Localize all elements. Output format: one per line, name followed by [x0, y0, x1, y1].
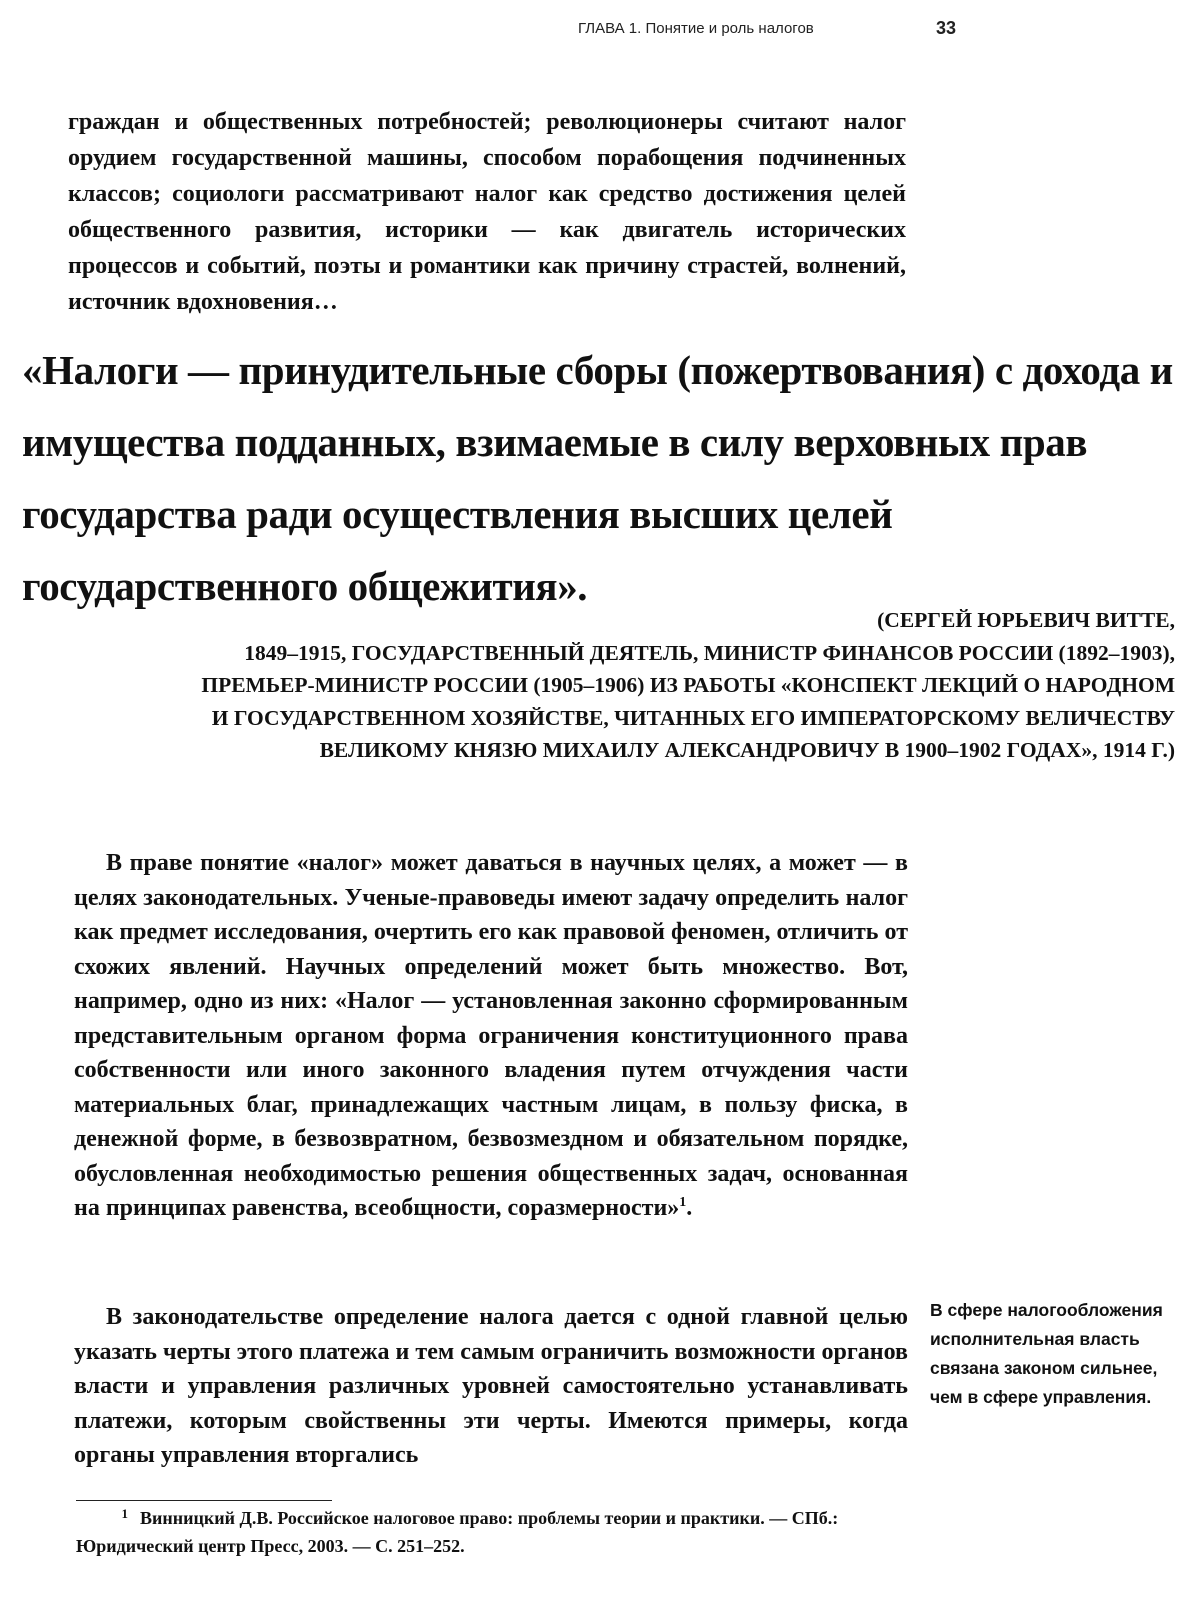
page-number: 33 — [936, 18, 957, 38]
footnote-text: Винницкий Д.В. Российское налоговое право: проблемы теории и практики. — СПб.: Юридический центр Пресс, 2003. — С. 251–252. — [76, 1508, 839, 1556]
body-paragraph: В законодательстве определение налога дается с одной главной целью указать черты этого платежа и тем самым ограничить возможности органов власти и управления различных уровней самостоятельно устанавливать платежи, которым свойственны эти черты. Имеются примеры, когда органы управления вторгались — [74, 1304, 908, 1468]
attribution-line: ПРЕМЬЕР-МИНИСТР РОССИИ (1905–1906) ИЗ РАБОТЫ «КОНСПЕКТ ЛЕКЦИЙ О НАРОДНОМ — [201, 673, 1175, 697]
intro-paragraph: граждан и общественных потребностей; революционеры считают налог орудием государственной машины, способом порабощения подчиненных классов; социологи рассматривают налог как средство достижения целей общественного развития, историки — как двигатель исторических процессов и событий, поэты и романтики как причину страстей, волнений, источник вдохновения… — [68, 109, 906, 315]
attribution-line: ВЕЛИКОМУ КНЯЗЮ МИХАИЛУ АЛЕКСАНДРОВИЧУ В 1900–1902 ГОДАХ», 1914 Г.) — [319, 738, 1175, 762]
margin-note: В сфере налогообложения исполнительная власть связана законом сильнее, чем в сфере управления. — [930, 1300, 1163, 1407]
body-paragraph — [74, 846, 908, 1226]
footnote-marker: 1 — [121, 1506, 128, 1521]
quote-attribution — [35, 604, 1175, 767]
footnote-divider — [76, 1500, 332, 1501]
paragraph-text: В праве понятие «налог» может даваться в научных целях, а может — в целях законодательных. Ученые-правоведы имеют задачу определить налог как предмет исследования, очертить его как правовой феномен, отличить от схожих явлений. Научных определений может быть множество. Вот, например, одно из них: «Налог — установленная законно сформированным представительным органом форма ограничения конституционного права собственности или иного законного владения путем отчуждения части материальных благ, принадлежащих частным лицам, в пользу фиска, в денежной форме, в безвозвратном, безвозмездном и обязательном порядке, обусловленная необходимостью решения общественных задач, основанная на принципах равенства, всеобщности, соразмерности» — [74, 850, 908, 1221]
paragraph-end: . — [686, 1195, 693, 1221]
running-header: ГЛАВА 1. Понятие и роль налогов — [578, 20, 814, 37]
epigraph-quote: «Налоги — принудительные сборы (пожертвования) с дохода и имущества подданных, взимаемые в силу верховных прав государства ради осуществления высших целей государственного общежития». — [22, 347, 1173, 609]
footnote — [76, 1504, 906, 1560]
attribution-line: 1849–1915, ГОСУДАРСТВЕННЫЙ ДЕЯТЕЛЬ, МИНИСТР ФИНАНСОВ РОССИИ (1892–1903), — [244, 640, 1175, 665]
attribution-line: И ГОСУДАРСТВЕННОМ ХОЗЯЙСТВЕ, ЧИТАННЫХ ЕГО ИМПЕРАТОРСКОМУ ВЕЛИЧЕСТВУ — [211, 705, 1175, 730]
attribution-line: (СЕРГЕЙ ЮРЬЕВИЧ ВИТТЕ, — [877, 608, 1175, 632]
footnote-reference[interactable]: 1 — [679, 1195, 687, 1210]
